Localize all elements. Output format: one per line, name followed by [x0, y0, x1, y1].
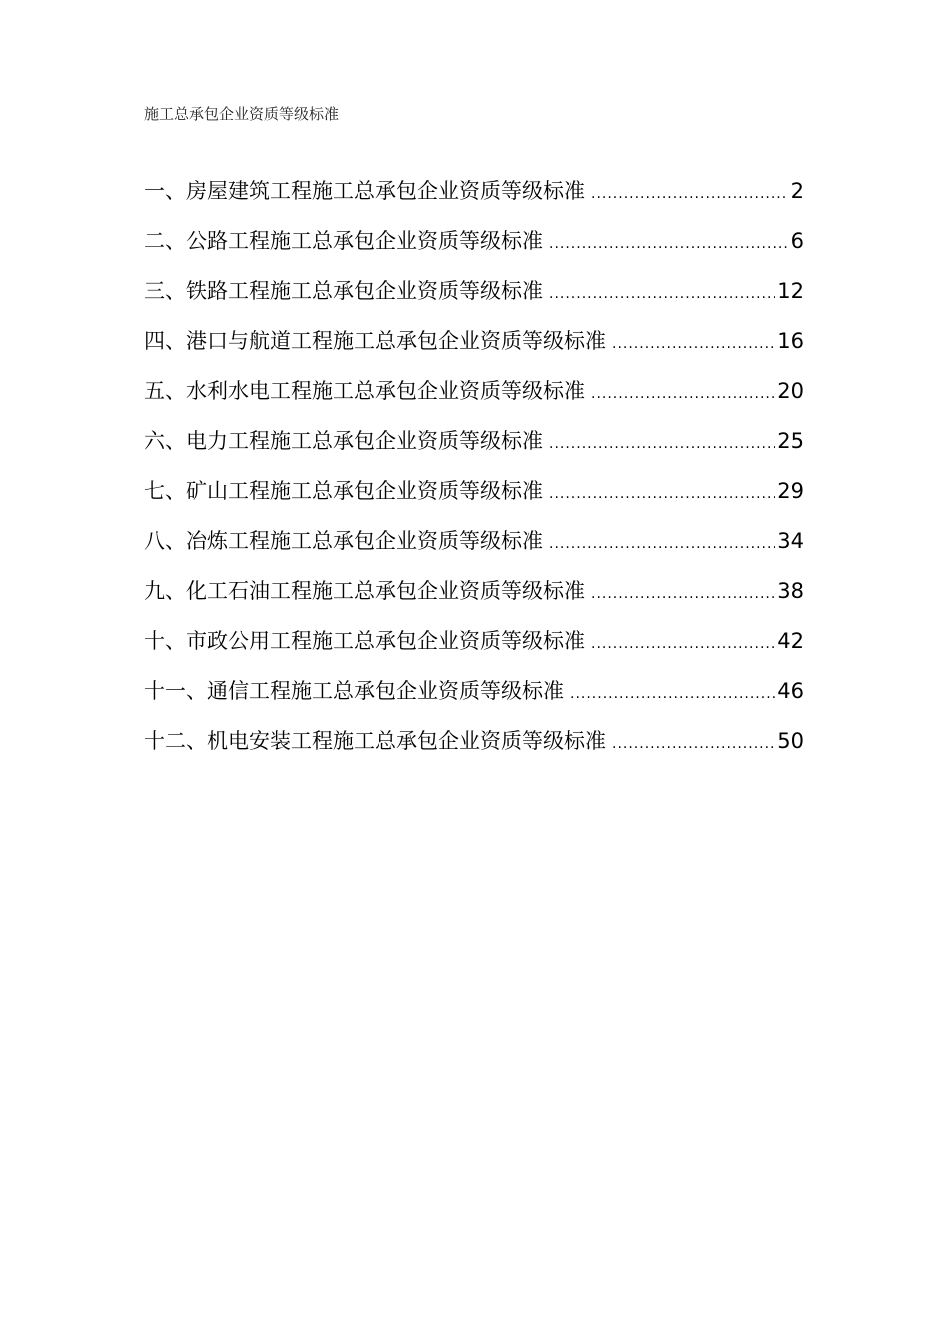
toc-entry[interactable] — [144, 724, 804, 774]
toc-entry[interactable] — [144, 474, 804, 524]
toc-entry[interactable] — [144, 524, 804, 574]
toc-entry-title: 十一、通信工程施工总承包企业资质等级标准 — [144, 679, 564, 703]
toc-leader-dots — [591, 627, 775, 661]
toc-entry[interactable] — [144, 574, 804, 624]
toc-entry[interactable] — [144, 274, 804, 324]
toc-entry-title: 十二、机电安装工程施工总承包企业资质等级标准 — [144, 729, 606, 753]
toc-entry-page: 12 — [777, 279, 804, 303]
toc-entry-page: 42 — [777, 629, 804, 653]
toc-entry-page: 46 — [777, 679, 804, 703]
toc-entry-page: 38 — [777, 579, 804, 603]
toc-leader-dots — [549, 277, 775, 311]
toc-entry[interactable] — [144, 674, 804, 724]
toc-entry-page: 29 — [777, 479, 804, 503]
table-of-contents — [144, 174, 804, 774]
running-header: 施工总承包企业资质等级标准 — [144, 105, 340, 123]
toc-leader-dots — [591, 377, 775, 411]
toc-entry[interactable] — [144, 224, 804, 274]
toc-leader-dots — [612, 327, 775, 361]
toc-entry-title: 八、冶炼工程施工总承包企业资质等级标准 — [144, 529, 543, 553]
toc-leader-dots — [591, 577, 775, 611]
toc-entry[interactable] — [144, 174, 804, 224]
toc-leader-dots — [549, 427, 775, 461]
toc-entry-title: 三、铁路工程施工总承包企业资质等级标准 — [144, 279, 543, 303]
toc-entry-title: 二、公路工程施工总承包企业资质等级标准 — [144, 229, 543, 253]
toc-entry[interactable] — [144, 424, 804, 474]
toc-entry-title: 一、房屋建筑工程施工总承包企业资质等级标准 — [144, 179, 585, 203]
toc-entry[interactable] — [144, 374, 804, 424]
toc-entry[interactable] — [144, 324, 804, 374]
toc-entry-page: 16 — [777, 329, 804, 353]
toc-entry-page: 6 — [790, 229, 804, 253]
toc-leader-dots — [549, 527, 775, 561]
toc-leader-dots — [549, 227, 788, 261]
toc-entry-title: 六、电力工程施工总承包企业资质等级标准 — [144, 429, 543, 453]
toc-leader-dots — [549, 477, 775, 511]
toc-entry-page: 2 — [790, 179, 804, 203]
toc-entry-title: 十、市政公用工程施工总承包企业资质等级标准 — [144, 629, 585, 653]
toc-entry-title: 五、水利水电工程施工总承包企业资质等级标准 — [144, 379, 585, 403]
toc-entry-title: 七、矿山工程施工总承包企业资质等级标准 — [144, 479, 543, 503]
toc-leader-dots — [570, 677, 775, 711]
toc-entry-page: 25 — [777, 429, 804, 453]
toc-entry-title: 九、化工石油工程施工总承包企业资质等级标准 — [144, 579, 585, 603]
toc-leader-dots — [612, 727, 775, 761]
toc-entry-title: 四、港口与航道工程施工总承包企业资质等级标准 — [144, 329, 606, 353]
toc-leader-dots — [591, 177, 788, 211]
toc-entry-page: 50 — [777, 729, 804, 753]
toc-entry-page: 20 — [777, 379, 804, 403]
toc-entry[interactable] — [144, 624, 804, 674]
toc-entry-page: 34 — [777, 529, 804, 553]
